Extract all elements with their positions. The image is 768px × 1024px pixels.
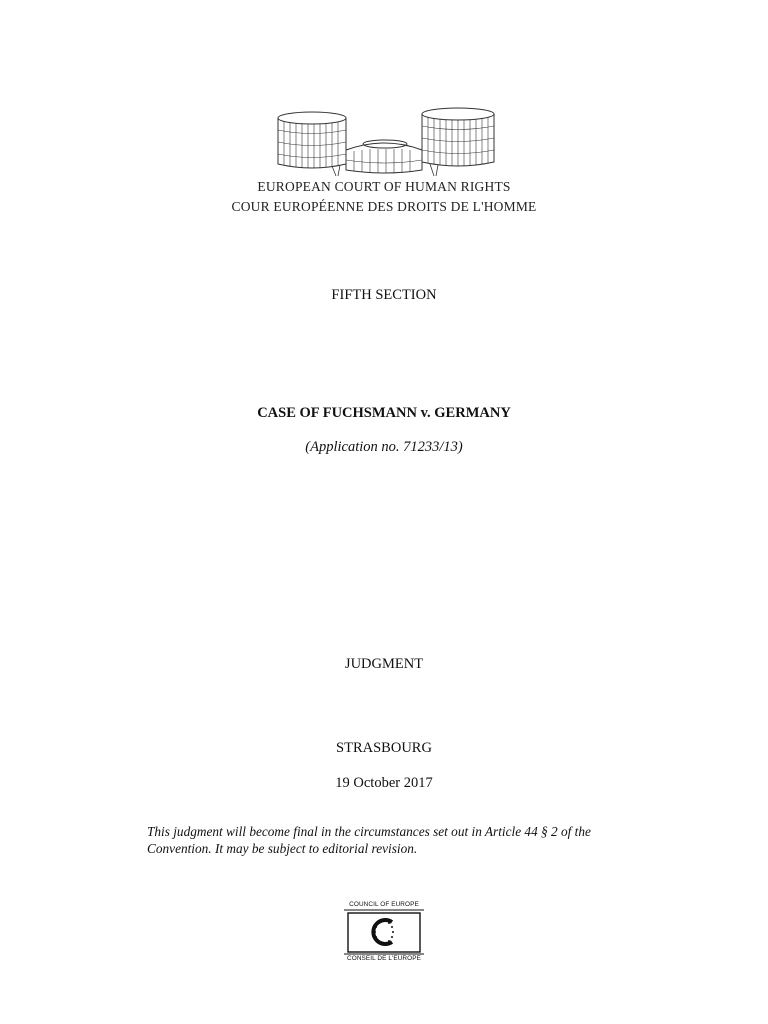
court-name-french: COUR EUROPÉENNE DES DROITS DE L'HOMME xyxy=(231,199,537,214)
place-name: STRASBOURG xyxy=(336,740,432,756)
coe-logo-bottom-text: CONSEIL DE L'EUROPE xyxy=(347,955,421,962)
judgment-date: 19 October 2017 xyxy=(335,775,433,791)
document-type: JUDGMENT xyxy=(344,656,424,672)
application-number: (Application no. 71233/13) xyxy=(305,439,463,455)
court-name-english: EUROPEAN COURT OF HUMAN RIGHTS xyxy=(257,179,511,194)
court-building-logo xyxy=(270,104,500,178)
case-title: CASE OF FUCHSMANN v. GERMANY xyxy=(257,405,511,421)
coe-logo-top-text: COUNCIL OF EUROPE xyxy=(349,901,419,908)
section-heading: FIFTH SECTION xyxy=(331,287,437,303)
finality-notice: This judgment will become final in the circumstances set out in Article 44 § 2 of the Convention. It may be subject to editorial revision. xyxy=(147,824,591,856)
